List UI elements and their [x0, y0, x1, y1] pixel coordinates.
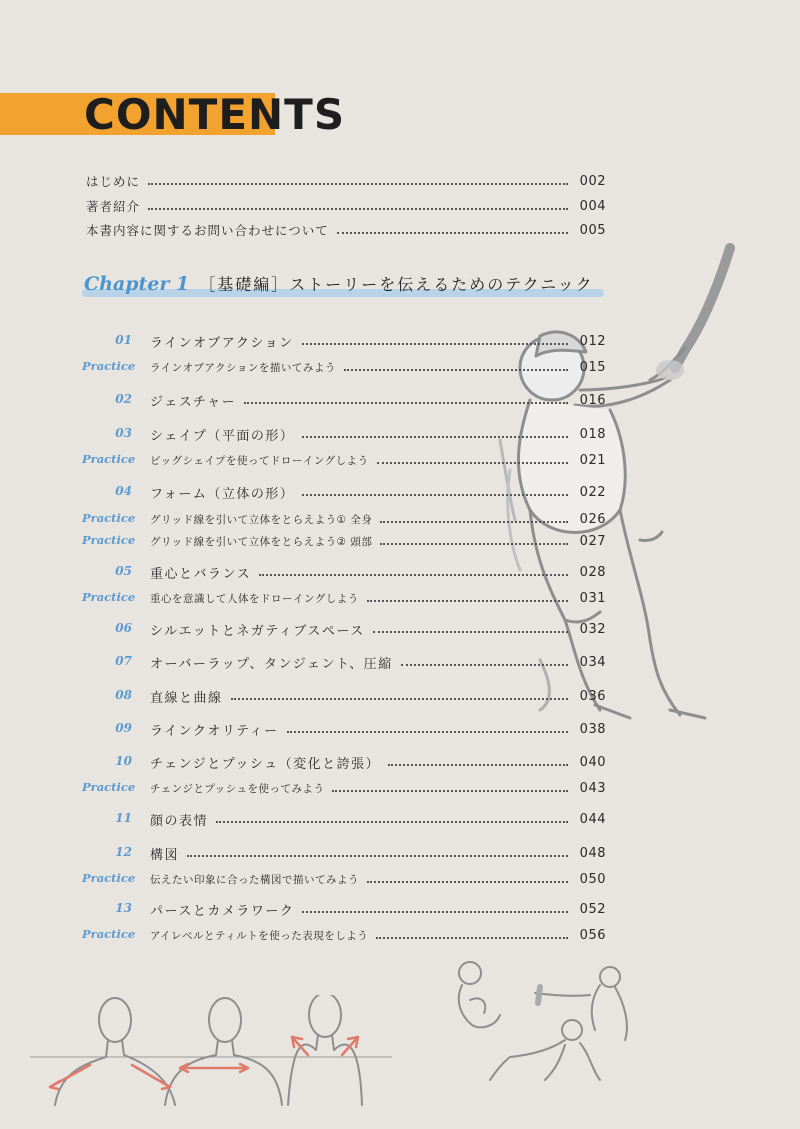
- toc-label: オーバーラップ、タンジェント、圧縮: [150, 656, 393, 672]
- toc-label: ビッグシェイプを使ってドローイングしよう: [150, 454, 369, 467]
- leader-dots: [302, 911, 568, 913]
- section-number: 04: [115, 484, 132, 498]
- page-number: 040: [579, 754, 606, 770]
- leader-dots: [380, 521, 568, 523]
- toc-section-row[interactable]: [0, 651, 800, 673]
- toc-section-row[interactable]: [0, 389, 800, 411]
- section-number: 10: [115, 754, 132, 768]
- toc-label: 重心とバランス: [150, 566, 252, 582]
- toc-label: シルエットとネガティブスペース: [150, 623, 365, 639]
- toc-label: ラインクオリティー: [150, 723, 279, 739]
- page-number: 048: [579, 845, 606, 861]
- section-number: 07: [115, 654, 132, 668]
- page-number: 050: [579, 871, 606, 887]
- page-number: 026: [579, 511, 606, 527]
- toc-practice-row[interactable]: [0, 530, 800, 552]
- page-number: 052: [579, 901, 606, 917]
- intro-label: はじめに: [86, 174, 141, 189]
- toc-section-row[interactable]: [0, 842, 800, 864]
- intro-row[interactable]: [0, 219, 800, 241]
- toc-label: チェンジとプッシュを使ってみよう: [150, 782, 325, 795]
- toc-section-row[interactable]: [0, 561, 800, 583]
- page-number: 005: [579, 222, 606, 238]
- section-number: 05: [115, 564, 132, 578]
- practice-tag: Practice: [82, 359, 136, 373]
- leader-dots: [287, 731, 568, 733]
- chapter-label: Chapter 1: [84, 273, 190, 295]
- toc-label: 伝えたい印象に合った構図で描いてみよう: [150, 873, 359, 886]
- practice-tag: Practice: [82, 452, 136, 466]
- page-number: 018: [579, 426, 606, 442]
- leader-dots: [388, 764, 568, 766]
- page-number: 022: [579, 484, 606, 500]
- leader-dots: [344, 369, 568, 371]
- section-number: 12: [115, 845, 132, 859]
- toc-practice-row[interactable]: [0, 449, 800, 471]
- page-title: CONTENTS: [84, 90, 346, 139]
- page-number: 016: [579, 392, 606, 408]
- toc-label: シェイプ（平面の形）: [150, 428, 295, 444]
- practice-tag: Practice: [82, 927, 136, 941]
- toc-practice-row[interactable]: [0, 356, 800, 378]
- practice-tag: Practice: [82, 871, 136, 885]
- leader-dots: [376, 937, 568, 939]
- leader-dots: [373, 631, 568, 633]
- leader-dots: [302, 343, 568, 345]
- leader-dots: [401, 664, 568, 666]
- toc-label: アイレベルとティルトを使った表現をしよう: [150, 929, 369, 942]
- toc-practice-row[interactable]: [0, 868, 800, 890]
- leader-dots: [231, 698, 568, 700]
- toc-practice-row[interactable]: [0, 924, 800, 946]
- page-number: 015: [579, 359, 606, 375]
- intro-label: 本書内容に関するお問い合わせについて: [86, 223, 329, 238]
- page-number: 012: [579, 333, 606, 349]
- toc-label: グリッド線を引いて立体をとらえよう② 頭部: [150, 535, 373, 548]
- toc-practice-row[interactable]: [0, 777, 800, 799]
- toc-section-row[interactable]: [0, 423, 800, 445]
- toc-section-row[interactable]: [0, 751, 800, 773]
- leader-dots: [148, 208, 568, 210]
- intro-row[interactable]: [0, 170, 800, 192]
- toc-section-row[interactable]: [0, 685, 800, 707]
- toc-label: 構図: [150, 847, 180, 863]
- toc-label: フォーム（立体の形）: [150, 486, 295, 502]
- page-number: 027: [579, 533, 606, 549]
- section-number: 03: [115, 426, 132, 440]
- leader-dots: [367, 881, 568, 883]
- page-number: 021: [579, 452, 606, 468]
- leader-dots: [187, 855, 568, 857]
- section-number: 02: [115, 392, 132, 406]
- section-number: 01: [115, 333, 132, 347]
- section-number: 11: [115, 811, 132, 825]
- toc-practice-row[interactable]: [0, 508, 800, 530]
- leader-dots: [380, 543, 568, 545]
- practice-tag: Practice: [82, 533, 136, 547]
- leader-dots: [302, 494, 568, 496]
- intro-label: 著者紹介: [86, 199, 141, 214]
- toc-section-row[interactable]: [0, 330, 800, 352]
- toc-label: ラインオブアクションを描いてみよう: [150, 361, 336, 374]
- section-number: 08: [115, 688, 132, 702]
- toc-label: 顔の表情: [150, 813, 209, 829]
- chapter-title: ［基礎編］ストーリーを伝えるためのテクニック: [199, 275, 594, 294]
- figures-sketch-illustration: [440, 955, 660, 1095]
- chapter-heading: [84, 272, 594, 300]
- toc-label: ジェスチャー: [150, 394, 237, 410]
- toc-section-row[interactable]: [0, 808, 800, 830]
- toc-section-row[interactable]: [0, 481, 800, 503]
- page-number: 056: [579, 927, 606, 943]
- leader-dots: [332, 790, 568, 792]
- shoulder-studies-illustration: [30, 995, 395, 1110]
- toc-practice-row[interactable]: [0, 587, 800, 609]
- toc-label: チェンジとプッシュ（変化と誇張）: [150, 756, 381, 772]
- toc-label: グリッド線を引いて立体をとらえよう① 全身: [150, 513, 373, 526]
- leader-dots: [244, 402, 568, 404]
- page-number: 032: [579, 621, 606, 637]
- toc-section-row[interactable]: [0, 618, 800, 640]
- leader-dots: [259, 574, 568, 576]
- practice-tag: Practice: [82, 511, 136, 525]
- page-number: 028: [579, 564, 606, 580]
- leader-dots: [377, 462, 568, 464]
- page-number: 034: [579, 654, 606, 670]
- toc-section-row[interactable]: [0, 898, 800, 920]
- leader-dots: [216, 821, 568, 823]
- toc-label: パースとカメラワーク: [150, 903, 295, 919]
- toc-label: ラインオブアクション: [150, 335, 294, 351]
- practice-tag: Practice: [82, 780, 136, 794]
- intro-row[interactable]: [0, 195, 800, 217]
- toc-section-row[interactable]: [0, 718, 800, 740]
- leader-dots: [337, 232, 568, 234]
- section-number: 06: [115, 621, 132, 635]
- page-number: 031: [579, 590, 606, 606]
- section-number: 13: [115, 901, 132, 915]
- page-number: 044: [579, 811, 606, 827]
- leader-dots: [302, 436, 568, 438]
- leader-dots: [148, 183, 568, 185]
- page-number: 004: [579, 198, 606, 214]
- page-number: 038: [579, 721, 606, 737]
- page-number: 043: [579, 780, 606, 796]
- toc-label: 重心を意識して人体をドローイングしよう: [150, 592, 359, 605]
- page-number: 036: [579, 688, 606, 704]
- page-number: 002: [579, 173, 606, 189]
- section-number: 09: [115, 721, 132, 735]
- practice-tag: Practice: [82, 590, 136, 604]
- toc-label: 直線と曲線: [150, 690, 223, 706]
- leader-dots: [367, 600, 568, 602]
